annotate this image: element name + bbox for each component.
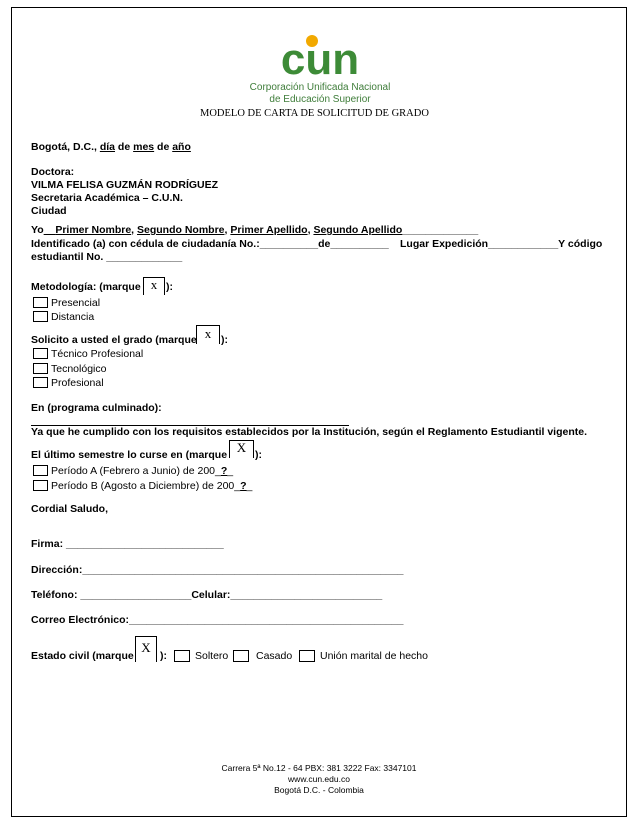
estado-civil-label: Estado civil (marque: [31, 650, 134, 662]
firma-field[interactable]: Firma: ___________________________: [31, 538, 224, 550]
estado-civil-option-soltero: Soltero: [195, 650, 229, 662]
semestre-option-b-mark: ?: [240, 480, 247, 492]
semestre-option-b: [51, 480, 252, 493]
estado-civil-option-union: Unión marital de hecho: [320, 650, 428, 662]
grado-label: Solicito a usted el grado (marque: [31, 334, 197, 346]
logo-wordmark: cun: [280, 35, 360, 78]
metodologia-label: Metodología: (marque: [31, 281, 141, 293]
grado-option-profesional: Profesional: [51, 377, 104, 389]
programa-label: En (programa culminado):: [31, 402, 162, 414]
identity-lugar-expedicion: Lugar Expedición____________Y código: [400, 238, 603, 250]
metodologia-checkbox-presencial[interactable]: [33, 297, 48, 308]
telefono-celular-field[interactable]: Teléfono: ___________________Celular:__________________________: [31, 589, 383, 601]
grado-option-tecnologico: Tecnológico: [51, 363, 107, 375]
semestre-label: El último semestre lo curse en (marque: [31, 449, 228, 461]
direccion-field[interactable]: Dirección:_______________________________________________________: [31, 564, 404, 576]
identity-sep-1: ,: [131, 224, 138, 236]
logo-line-1: Corporación Unificada Nacional: [249, 82, 391, 93]
semestre-option-a-mark: ?: [220, 465, 228, 477]
semestre-close: ):: [255, 449, 262, 461]
estado-civil-mark-box[interactable]: X: [135, 636, 157, 662]
date-de-1: de: [115, 141, 134, 153]
metodologia-option-presencial: Presencial: [51, 297, 101, 309]
identity-line-2: Identificado (a) con cédula de ciudadanía No.:__________de__________: [31, 238, 389, 250]
footer-website: www.cun.edu.co: [288, 774, 350, 784]
grado-option-tecnico: Técnico Profesional: [51, 348, 144, 360]
estado-civil-checkbox-soltero[interactable]: [174, 650, 190, 662]
estado-civil-checkbox-union[interactable]: [299, 650, 315, 662]
date-line: [31, 141, 191, 154]
programa-statement: Ya que he cumplido con los requisitos establecidos por la Institución, según el Reglamento Estudiantil vigente.: [31, 426, 588, 438]
semestre-option-b-tail: _: [246, 480, 253, 492]
date-month: mes: [133, 141, 155, 153]
grado-checkbox-tecnico[interactable]: [33, 348, 48, 359]
metodologia-option-distancia: Distancia: [51, 311, 95, 323]
semestre-option-b-text: Período B (Agosto a Diciembre) de 200_: [51, 480, 241, 492]
metodologia-checkbox-distancia[interactable]: [33, 311, 48, 322]
footer-address: Carrera 5ª No.12 - 64 PBX: 381 3222 Fax: 3347101: [221, 763, 417, 773]
cun-logo-icon: [250, 32, 390, 78]
identity-primer-nombre: Primer Nombre: [55, 224, 132, 236]
semestre-option-a-tail: _: [227, 465, 234, 477]
semestre-mark-box[interactable]: X: [229, 440, 254, 458]
correo-field[interactable]: Correo Electrónico:_______________________________________________: [31, 614, 404, 626]
metodologia-mark-box[interactable]: x: [143, 277, 165, 295]
identity-line-1: Yo Primer Nombre, Segundo Nombre, Primer Apellido, Segundo Apellido_____________: [31, 224, 479, 236]
logo-line-2: de Educación Superior: [269, 94, 371, 105]
date-day: día: [99, 141, 116, 153]
date-city: Bogotá, D.C.,: [31, 141, 100, 153]
closing-text: Cordial Saludo,: [31, 503, 109, 515]
addressee-name: VILMA FELISA GUZMÁN RODRÍGUEZ: [31, 179, 219, 191]
addressee-salutation: Doctora:: [31, 166, 75, 178]
document-title: MODELO DE CARTA DE SOLICITUD DE GRADO: [200, 108, 429, 119]
semestre-option-a-text: Período A (Febrero a Junio) de 200_: [51, 465, 221, 477]
semestre-option-a: [51, 465, 233, 478]
grado-checkbox-profesional[interactable]: [33, 377, 48, 388]
semestre-checkbox-b[interactable]: [33, 480, 48, 491]
semestre-checkbox-a[interactable]: [33, 465, 48, 476]
addressee-role: Secretaria Académica – C.U.N.: [31, 192, 183, 204]
identity-primer-apellido: Primer Apellido: [230, 224, 308, 236]
estado-civil-option-casado: Casado: [256, 650, 293, 662]
date-de-2: de: [154, 141, 173, 153]
identity-segundo-apellido: Segundo Apellido: [313, 224, 403, 236]
date-year: año: [172, 141, 191, 153]
estado-civil-close: ):: [160, 650, 167, 662]
footer-city: Bogotá D.C. - Colombia: [274, 785, 364, 795]
grado-checkbox-tecnologico[interactable]: [33, 363, 48, 374]
identity-yo: Yo: [31, 224, 44, 236]
grado-close: ):: [221, 334, 228, 346]
identity-sep-2: ,: [224, 224, 231, 236]
identity-segundo-nombre: Segundo Nombre: [137, 224, 225, 236]
identity-sep-3: ,: [307, 224, 314, 236]
metodologia-close: ):: [166, 281, 173, 293]
grado-mark-box[interactable]: x: [196, 325, 220, 344]
identity-line-3: estudiantil No. _____________: [31, 251, 183, 263]
addressee-city: Ciudad: [31, 205, 67, 217]
estado-civil-checkbox-casado[interactable]: [233, 650, 249, 662]
